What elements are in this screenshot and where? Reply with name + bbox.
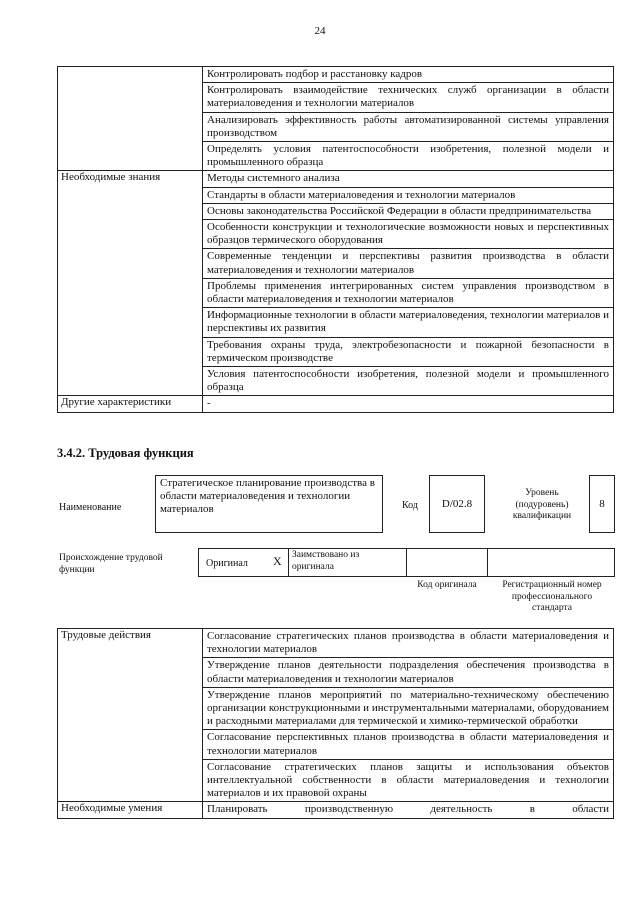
name-label: Наименование: [59, 502, 122, 513]
origin-label: Происхождение трудовой функции: [59, 553, 163, 575]
code-label: Код: [402, 500, 418, 511]
list-item: Условия патентоспособности изобретения, полезной модели и промышленного образца: [207, 368, 609, 394]
level-value-box: 8: [589, 475, 615, 533]
function-name-box: Стратегическое планирование производства в области материаловедения и технологии материалов: [155, 475, 383, 533]
list-item: Современные тенденции и перспективы развития производства в области материаловедения и технологии материалов: [203, 249, 613, 278]
labor-actions-table: [57, 628, 614, 819]
original-mark: X: [273, 554, 282, 568]
list-item: Стандарты в области материаловедения и технологии материалов: [203, 188, 613, 204]
list-item: Особенности конструкции и технологические возможности новых и перспективных образцов термического оборудования: [203, 220, 613, 249]
table-row: [58, 802, 614, 818]
table-row: [58, 396, 614, 412]
code-value-box: D/02.8: [429, 475, 485, 533]
list-item: Согласование перспективных планов производства в области материаловедения и технологии материалов: [203, 730, 613, 759]
original-code-box: [406, 548, 488, 577]
registration-number-box: [487, 548, 615, 577]
list-item: Требования охраны труда, электробезопасности и пожарной безопасности в термическом производстве: [203, 338, 613, 367]
list-item: Утверждение планов деятельности подразделения обеспечения производства в области материаловедения и технологии материалов: [203, 658, 613, 687]
list-item: Планировать производственную деятельность в области: [207, 803, 609, 816]
table-row: [58, 171, 614, 396]
row-items: [203, 802, 614, 818]
row-label-other: Другие характеристики: [58, 396, 203, 412]
row-items: [203, 629, 614, 802]
original-code-caption: Код оригинала: [417, 580, 477, 590]
table-row: [58, 629, 614, 802]
row-items: [203, 396, 614, 412]
table-row: [58, 67, 614, 171]
row-items: [203, 171, 614, 396]
list-item: Утверждение планов мероприятий по материально-техническому обеспечению организации конструкционными и инструментальными материалами, оборудованием и расходными материалами для термической и химико-термической обработки: [203, 688, 613, 731]
list-item: Методы системного анализа: [203, 171, 613, 187]
list-item: Основы законодательства Российской Федерации в области предпринимательства: [203, 204, 613, 220]
list-item: Определять условия патентоспособности изобретения, полезной модели и промышленного образца: [207, 143, 609, 169]
level-label: Уровень (подуровень) квалификации: [512, 488, 572, 521]
requirements-table-continued: [57, 66, 614, 413]
section-title: 3.4.2. Трудовая функция: [57, 446, 194, 460]
borrowed-box: Заимствовано из оригинала: [288, 548, 407, 577]
list-item: Контролировать подбор и расстановку кадров: [203, 67, 613, 83]
list-item: Проблемы применения интегрированных систем управления производством в области материаловедения и технологии материалов: [203, 279, 613, 308]
original-label: Оригинал: [206, 558, 248, 569]
row-label-knowledge: Необходимые знания: [58, 171, 203, 396]
registration-caption: Регистрационный номер профессионального стандарта: [502, 580, 602, 613]
row-label-skills: Необходимые умения: [58, 802, 203, 818]
original-box: [198, 548, 289, 577]
row-label: [58, 67, 203, 171]
list-item: Информационные технологии в области материаловедения, технологии материалов и перспективы их развития: [203, 308, 613, 337]
list-item: Анализировать эффективность работы автоматизированной системы управления производством: [203, 113, 613, 142]
list-item: Согласование стратегических планов защиты и использования объектов интеллектуальной собственности в области материаловедения и технологии материалов и их правовой охраны: [207, 760, 609, 800]
list-item: -: [207, 397, 211, 410]
row-label-actions: Трудовые действия: [58, 629, 203, 802]
list-item: Согласование стратегических планов производства в области материаловедения и технологии материалов: [203, 629, 613, 658]
list-item: Контролировать взаимодействие технических служб организации в области материаловедения и технологии материалов: [203, 83, 613, 112]
row-items: [203, 67, 614, 171]
page-number: 24: [314, 25, 326, 37]
